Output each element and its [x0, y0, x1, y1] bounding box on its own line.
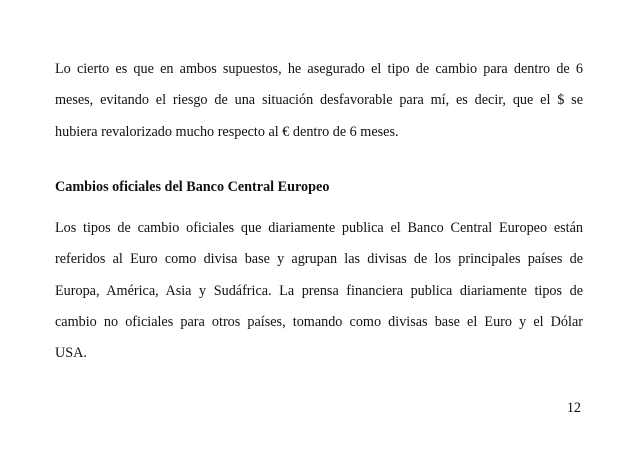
paragraph-line: hubiera revalorizado mucho respecto al € dentro de 6 meses. — [55, 123, 399, 140]
paragraph-line: Europa, América, Asia y Sudáfrica. La prensa financiera publica diariamente tipos de — [55, 282, 583, 299]
paragraph-line: meses, evitando el riesgo de una situación desfavorable para mí, es decir, que el $ se — [55, 92, 583, 109]
paragraph-line: Los tipos de cambio oficiales que diariamente publica el Banco Central Europeo están — [55, 220, 583, 236]
paragraph-currency-hedge — [55, 59, 583, 153]
paragraph-line: USA. — [55, 345, 87, 362]
section-heading: Cambios oficiales del Banco Central Europeo — [55, 179, 330, 195]
paragraph-line: cambio no oficiales para otros países, tomando como divisas base el Euro y el Dólar — [55, 313, 583, 330]
page-number: 12 — [566, 400, 581, 416]
paragraph-line: referidos al Euro como divisa base y agrupan las divisas de los principales países de — [55, 251, 583, 268]
paragraph-ecb-rates — [55, 218, 583, 374]
paragraph-line: Lo cierto es que en ambos supuestos, he asegurado el tipo de cambio para dentro de 6 — [55, 61, 583, 77]
